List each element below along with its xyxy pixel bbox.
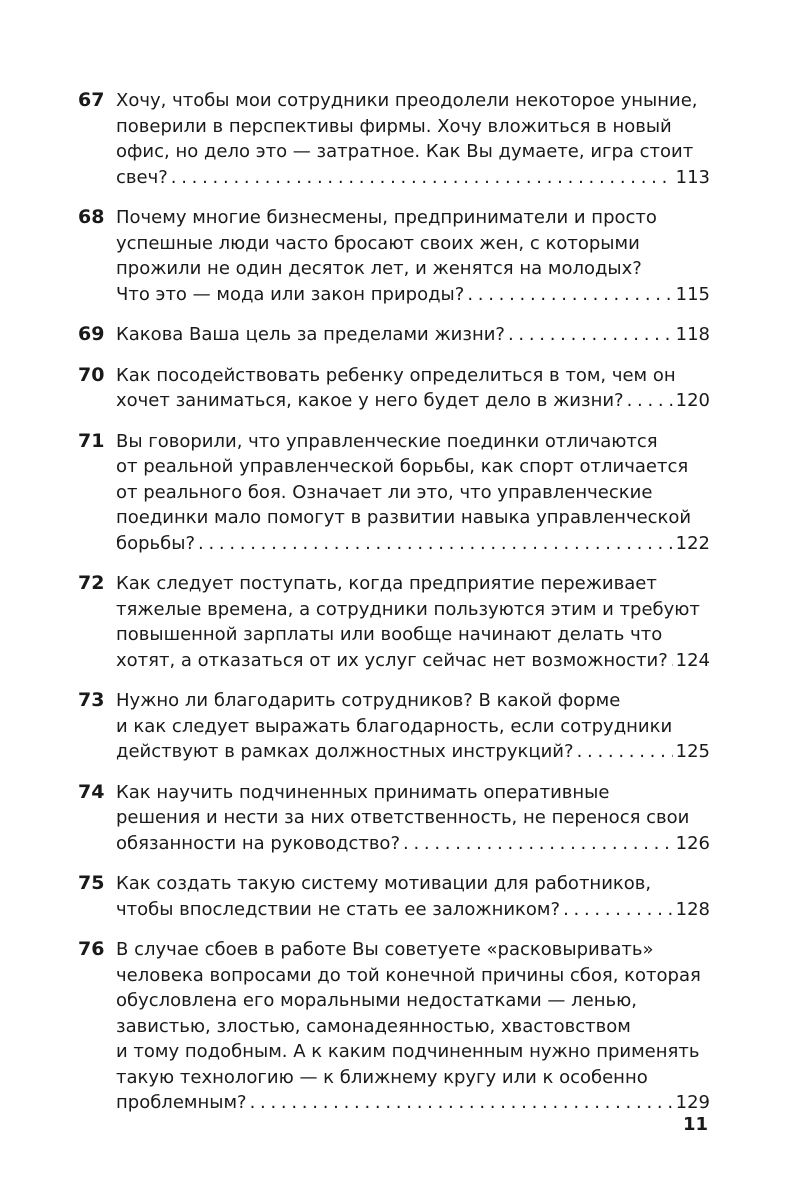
toc-entry-text bbox=[116, 429, 710, 557]
toc-entry-line: офис, но дело это — затратное. Как Вы думаете, игра стоит bbox=[116, 141, 694, 162]
toc-entry-last-line-text: хочет заниматься, какое у него будет дело в жизни? bbox=[116, 390, 624, 411]
toc-entry-line: обусловлена его моральными недостатками — ленью, bbox=[116, 990, 637, 1011]
toc-entry bbox=[78, 871, 710, 922]
dot-leader bbox=[250, 1090, 673, 1116]
dot-leader bbox=[403, 831, 673, 857]
toc-entry-last-line-text: хотят, а отказаться от их услуг сейчас нет возможности? bbox=[116, 649, 668, 671]
toc-entry-number: 72 bbox=[78, 572, 105, 594]
toc-entry bbox=[78, 780, 710, 857]
toc-entry-last-line bbox=[116, 531, 710, 557]
toc-entry-line: от реального боя. Означает ли это, что управленческие bbox=[116, 481, 653, 503]
toc-entry-page: 129 bbox=[675, 1092, 710, 1113]
toc-entry-page: 124 bbox=[675, 649, 710, 671]
toc-entry-line: Почему многие бизнесмены, предприниматели и просто bbox=[116, 207, 657, 228]
toc-entry-text bbox=[116, 780, 710, 857]
toc-entry-line: Нужно ли благодарить сотрудников? В какой форме bbox=[116, 690, 621, 711]
toc-entry-line: Как научить подчиненных принимать оперативные bbox=[116, 781, 610, 803]
toc-entry-last-line-text: обязанности на руководство? bbox=[116, 832, 401, 854]
toc-entry-page: 120 bbox=[675, 390, 710, 411]
toc-entry-line: человека вопросами до той конечной причины сбоя, которая bbox=[116, 964, 701, 986]
dot-leader bbox=[171, 165, 673, 191]
dot-leader bbox=[563, 897, 673, 923]
toc-entry-last-line bbox=[116, 831, 710, 857]
toc-entry-line: Как следует поступать, когда предприятие переживает bbox=[116, 573, 657, 594]
toc-entry-line: и тому подобным. А к каким подчиненным нужно применять bbox=[116, 1041, 700, 1062]
toc-entry-last-line-text: Что это — мода или закон природы? bbox=[116, 283, 465, 305]
toc-entry-last-line bbox=[116, 1090, 710, 1116]
toc-entry-last-line-text: свеч? bbox=[116, 166, 168, 188]
toc-entry-page: 113 bbox=[675, 166, 710, 188]
toc-entry-last-line bbox=[116, 322, 710, 348]
toc-entry-page: 118 bbox=[675, 324, 710, 345]
toc-entry-number: 76 bbox=[78, 938, 105, 960]
dot-leader bbox=[198, 531, 673, 557]
toc-entry-line: В случае сбоев в работе Вы советуете «расковыривать» bbox=[116, 939, 654, 960]
toc-entry bbox=[78, 571, 710, 673]
toc-entry-line: и как следует выражать благодарность, если сотрудники bbox=[116, 715, 673, 737]
dot-leader bbox=[508, 322, 673, 348]
dot-leader bbox=[467, 282, 672, 308]
toc-entry-text bbox=[116, 363, 710, 414]
toc-entry-line: поединки мало помогут в развитии навыка управленческой bbox=[116, 507, 692, 528]
toc-entry-line: Как создать такую систему мотивации для работников, bbox=[116, 873, 652, 894]
table-of-contents bbox=[78, 88, 710, 1131]
toc-entry-line: Вы говорили, что управленческие поединки отличаются bbox=[116, 430, 658, 452]
toc-entry-page: 115 bbox=[675, 283, 710, 305]
toc-entry-text bbox=[116, 88, 710, 190]
toc-entry-last-line-text: проблемным? bbox=[116, 1092, 247, 1113]
toc-entry-line: завистью, злостью, самонадеянностью, хвастовством bbox=[116, 1015, 631, 1037]
toc-entry-text bbox=[116, 871, 710, 922]
page-number: 11 bbox=[682, 1114, 708, 1135]
toc-entry-line: прожили не один десяток лет, и женятся на молодых? bbox=[116, 258, 642, 279]
toc-entry-text bbox=[116, 571, 710, 673]
toc-entry bbox=[78, 429, 710, 557]
toc-entry-number: 69 bbox=[78, 323, 105, 345]
toc-entry-line: Хочу, чтобы мои сотрудники преодолели некоторое уныние, bbox=[116, 90, 698, 111]
toc-entry-line: такую технологию — к ближнему кругу или к особенно bbox=[116, 1066, 648, 1088]
toc-entry-last-line bbox=[116, 282, 710, 308]
toc-entry-last-line-text: Какова Ваша цель за пределами жизни? bbox=[116, 324, 505, 345]
toc-entry-number: 75 bbox=[78, 872, 105, 894]
dot-leader bbox=[577, 739, 673, 765]
toc-entry-line: Как посодействовать ребенку определиться в том, чем он bbox=[116, 364, 676, 386]
toc-entry-line: успешные люди часто бросают своих жен, с которыми bbox=[116, 232, 640, 254]
toc-entry-text bbox=[116, 322, 710, 348]
toc-entry-number: 71 bbox=[78, 429, 105, 452]
toc-entry-number: 74 bbox=[78, 780, 105, 803]
toc-entry-line: от реальной управленческой борьбы, как спорт отличается bbox=[116, 456, 689, 477]
toc-entry-number: 68 bbox=[78, 206, 105, 228]
toc-entry-line: тяжелые времена, а сотрудники пользуются этим и требуют bbox=[116, 598, 700, 620]
toc-entry bbox=[78, 363, 710, 414]
toc-entry bbox=[78, 688, 710, 765]
toc-entry bbox=[78, 937, 710, 1116]
toc-entry bbox=[78, 205, 710, 307]
toc-entry-last-line-text: действуют в рамках должностных инструкций? bbox=[116, 741, 574, 762]
toc-entry-page: 125 bbox=[675, 741, 710, 762]
toc-entry-last-line bbox=[116, 648, 710, 674]
dot-leader bbox=[671, 648, 673, 674]
toc-entry-last-line bbox=[116, 165, 710, 191]
toc-entry bbox=[78, 322, 710, 348]
toc-entry-last-line-text: чтобы впоследствии не стать ее заложником? bbox=[116, 898, 561, 920]
toc-entry bbox=[78, 88, 710, 190]
toc-entry-page: 128 bbox=[675, 898, 710, 920]
toc-entry-page: 122 bbox=[675, 532, 710, 554]
toc-entry-line: поверили в перспективы фирмы. Хочу вложиться в новый bbox=[116, 115, 672, 137]
toc-entry-number: 73 bbox=[78, 689, 105, 711]
dot-leader bbox=[627, 388, 673, 414]
toc-entry-number: 70 bbox=[78, 363, 105, 386]
toc-entry-last-line bbox=[116, 739, 710, 765]
toc-entry-last-line bbox=[116, 388, 710, 414]
toc-entry-text bbox=[116, 937, 710, 1116]
toc-entry-page: 126 bbox=[675, 832, 710, 854]
toc-entry-number: 67 bbox=[78, 89, 105, 111]
toc-entry-last-line-text: борьбы? bbox=[116, 532, 196, 554]
toc-entry-line: повышенной зарплаты или вообще начинают делать что bbox=[116, 624, 663, 645]
toc-entry-text bbox=[116, 688, 710, 765]
toc-entry-line: решения и нести за них ответственность, не перенося свои bbox=[116, 807, 690, 828]
toc-entry-text bbox=[116, 205, 710, 307]
toc-entry-last-line bbox=[116, 897, 710, 923]
